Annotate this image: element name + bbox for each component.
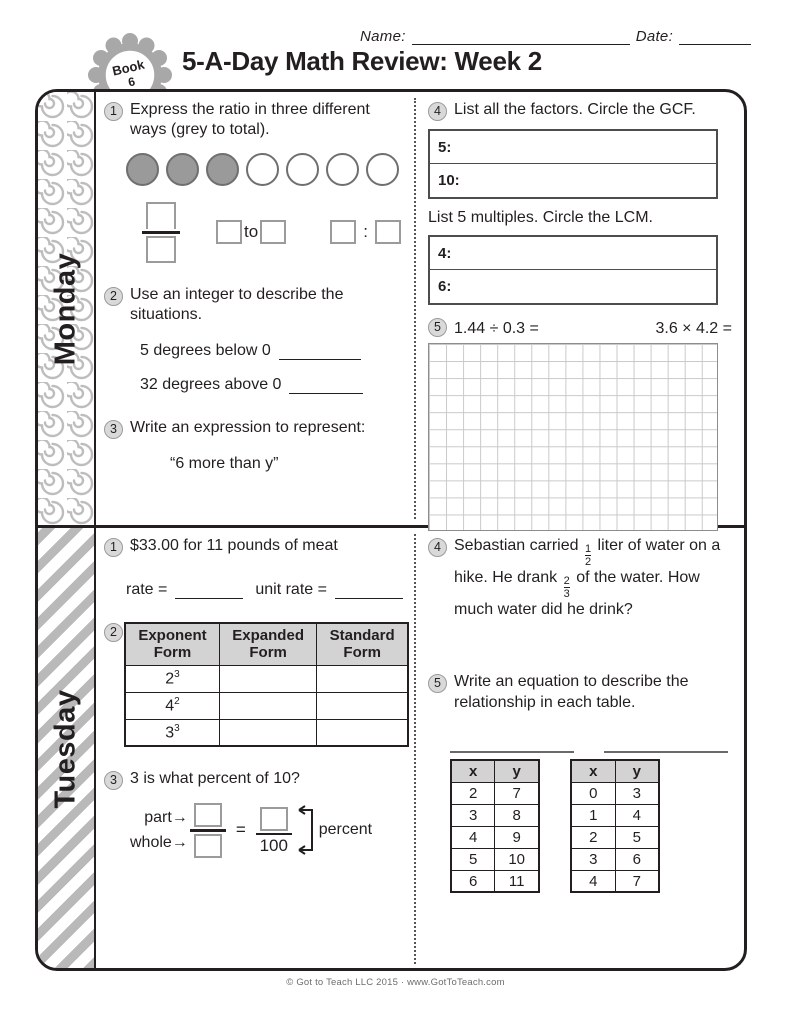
column-header-y: y bbox=[495, 760, 539, 782]
percent-side-labels bbox=[130, 810, 188, 851]
y-cell: 7 bbox=[495, 782, 539, 804]
day-body-tuesday bbox=[96, 528, 744, 970]
exponent-cell bbox=[125, 665, 219, 692]
fraction-denominator: 3 bbox=[563, 588, 570, 600]
xy-table-1 bbox=[450, 759, 540, 893]
question-t4 bbox=[428, 536, 734, 620]
name-date-fields bbox=[360, 28, 751, 45]
rate-answer-line bbox=[126, 581, 408, 599]
standard-form-cell[interactable] bbox=[317, 665, 408, 692]
question-text-t3: 3 is what percent of 10? bbox=[130, 770, 300, 787]
question-m3 bbox=[104, 418, 408, 439]
day-body-monday bbox=[96, 92, 744, 525]
x-cell: 3 bbox=[571, 848, 615, 870]
question-m5 bbox=[428, 316, 734, 338]
name-label: Name: bbox=[360, 28, 406, 45]
expression-phrase: “6 more than y” bbox=[170, 454, 279, 472]
y-cell: 6 bbox=[615, 848, 659, 870]
expanded-form-cell[interactable] bbox=[219, 719, 316, 746]
percent-numerator-box[interactable] bbox=[260, 807, 288, 831]
tuesday-right-column bbox=[414, 528, 744, 970]
integer-answer-2[interactable] bbox=[289, 380, 363, 394]
table-row bbox=[571, 782, 659, 804]
table-row bbox=[571, 848, 659, 870]
ratio-fraction-answer bbox=[142, 202, 180, 263]
question-text-m4: List all the factors. Circle the GCF. bbox=[454, 101, 696, 118]
multiplication-equation: 3.6 × 4.2 = bbox=[655, 320, 732, 337]
fraction-bar bbox=[256, 833, 292, 836]
y-cell: 10 bbox=[495, 848, 539, 870]
division-equation: 1.44 ÷ 0.3 = bbox=[454, 320, 539, 337]
question-t5 bbox=[428, 672, 734, 713]
brace-arrows-icon bbox=[296, 804, 318, 856]
x-cell: 4 bbox=[571, 870, 615, 892]
rate-label: rate = bbox=[126, 581, 168, 598]
question-number-t1: 1 bbox=[104, 538, 123, 557]
xy-table-2 bbox=[570, 759, 660, 893]
multiples-prompt: List 5 multiples. Circle the LCM. bbox=[428, 209, 653, 226]
ratio-denominator-box[interactable] bbox=[146, 236, 176, 263]
page-title: 5-A-Day Math Review: Week 2 bbox=[182, 46, 542, 76]
whole-box[interactable] bbox=[194, 834, 222, 858]
day-strip-tuesday bbox=[38, 528, 96, 970]
exponent-cell bbox=[125, 719, 219, 746]
rate-answer-blank[interactable] bbox=[175, 585, 243, 599]
table-row bbox=[571, 870, 659, 892]
ratio-to-label: to bbox=[244, 222, 259, 242]
equation-blank-2[interactable] bbox=[604, 741, 728, 753]
worksheet-board bbox=[35, 89, 747, 971]
equation-answer-blanks bbox=[450, 741, 734, 753]
ratio-circle-grey bbox=[166, 153, 199, 186]
x-cell: 2 bbox=[451, 782, 495, 804]
part-label: part→ bbox=[144, 808, 188, 826]
exponent-power: 2 bbox=[174, 695, 180, 707]
question-text-t5: Write an equation to describe the relationship in each table. bbox=[454, 673, 689, 711]
y-cell: 9 bbox=[495, 826, 539, 848]
tuesday-left-column bbox=[96, 528, 414, 970]
multiple-row-label: 4: bbox=[438, 244, 452, 262]
column-header-standard-form: Standard Form bbox=[317, 623, 408, 665]
table-row bbox=[125, 692, 408, 719]
standard-form-cell[interactable] bbox=[317, 719, 408, 746]
monday-right-column bbox=[414, 92, 744, 525]
integer-text-1: 5 degrees below 0 bbox=[140, 341, 271, 359]
integer-line-1 bbox=[140, 342, 408, 360]
ratio-to-box-1[interactable] bbox=[216, 220, 242, 244]
fraction-one-half bbox=[585, 544, 591, 568]
table-row bbox=[451, 804, 539, 826]
exponent-cell bbox=[125, 692, 219, 719]
ratio-circle-white bbox=[366, 153, 399, 186]
percent-brace bbox=[296, 804, 318, 856]
word-problem-part-a: Sebastian carried bbox=[454, 537, 579, 554]
table-row bbox=[451, 870, 539, 892]
equation-blank-1[interactable] bbox=[450, 741, 574, 753]
integer-answer-1[interactable] bbox=[279, 346, 361, 360]
fraction-two-thirds bbox=[564, 576, 570, 600]
question-text-m2: Use an integer to describe the situations. bbox=[130, 285, 344, 324]
factors-table bbox=[428, 129, 718, 199]
expanded-form-cell[interactable] bbox=[219, 692, 316, 719]
math-work-grid[interactable] bbox=[428, 343, 718, 531]
hundred-label: 100 bbox=[259, 836, 288, 855]
x-cell: 5 bbox=[451, 848, 495, 870]
word-problem-part-b: liter of water on a hike. He drank bbox=[454, 537, 721, 586]
column-header-expanded-form: Expanded Form bbox=[219, 623, 316, 665]
factor-row[interactable] bbox=[430, 131, 716, 164]
exponent-power: 3 bbox=[174, 722, 180, 734]
x-cell: 1 bbox=[571, 804, 615, 826]
decimal-equations-row bbox=[454, 320, 734, 338]
ratio-colon-box-2[interactable] bbox=[375, 220, 401, 244]
date-label: Date: bbox=[635, 28, 674, 45]
x-cell: 3 bbox=[451, 804, 495, 826]
factor-row-label: 10: bbox=[438, 172, 460, 189]
x-cell: 6 bbox=[451, 870, 495, 892]
fraction-bar bbox=[142, 231, 180, 234]
question-text-t1: $33.00 for 11 pounds of meat bbox=[130, 537, 338, 554]
y-cell: 4 bbox=[615, 804, 659, 826]
unit-rate-label: unit rate = bbox=[255, 581, 327, 598]
fraction-denominator: 2 bbox=[584, 556, 592, 568]
page-header bbox=[0, 0, 791, 92]
y-cell: 5 bbox=[615, 826, 659, 848]
table-row bbox=[125, 665, 408, 692]
monday-left-column bbox=[96, 92, 414, 525]
table-row bbox=[451, 826, 539, 848]
column-header-exponent-form: Exponent Form bbox=[125, 623, 219, 665]
table-header-row bbox=[571, 760, 659, 782]
fraction-bar bbox=[190, 829, 226, 832]
multiple-row-label: 6: bbox=[438, 278, 452, 295]
ratio-colon-box-1[interactable] bbox=[330, 220, 356, 244]
x-cell: 2 bbox=[571, 826, 615, 848]
question-text-m3: Write an expression to represent: bbox=[130, 418, 366, 436]
column-header-y: y bbox=[615, 760, 659, 782]
integer-line-2 bbox=[140, 376, 408, 394]
question-number-m3: 3 bbox=[104, 420, 123, 439]
y-cell: 7 bbox=[615, 870, 659, 892]
question-text-m1: Express the ratio in three different ways (grey to total). bbox=[130, 101, 370, 139]
day-label-tuesday: Tuesday bbox=[49, 689, 82, 809]
day-section-monday bbox=[38, 92, 744, 528]
exponent-power: 3 bbox=[174, 668, 180, 680]
question-number-t5: 5 bbox=[428, 674, 447, 693]
question-m2 bbox=[104, 285, 408, 326]
question-m1 bbox=[104, 100, 408, 141]
question-number-t2: 2 bbox=[104, 623, 123, 642]
ratio-to-box-2[interactable] bbox=[260, 220, 286, 244]
question-number-m5: 5 bbox=[428, 318, 447, 337]
y-cell: 3 bbox=[615, 782, 659, 804]
factor-row[interactable] bbox=[430, 164, 716, 197]
ratio-circles bbox=[126, 153, 408, 186]
question-number-m4: 4 bbox=[428, 102, 447, 121]
question-number-m2: 2 bbox=[104, 287, 123, 306]
standard-form-cell[interactable] bbox=[317, 692, 408, 719]
fraction-numerator: 1 bbox=[584, 543, 592, 555]
table-header-row bbox=[125, 623, 408, 665]
question-m4 bbox=[428, 100, 734, 121]
xy-tables-wrap bbox=[450, 759, 734, 893]
part-box[interactable] bbox=[194, 803, 222, 827]
percent-left-fraction bbox=[190, 803, 226, 858]
word-problem-part-c: of the water. How much water did he drink? bbox=[454, 569, 700, 618]
question-number-t3: 3 bbox=[104, 771, 123, 790]
book-badge-line1: Book bbox=[110, 56, 146, 79]
y-cell: 8 bbox=[495, 804, 539, 826]
expanded-form-cell[interactable] bbox=[219, 665, 316, 692]
exponent-base: 4 bbox=[165, 697, 175, 715]
whole-label: whole→ bbox=[130, 833, 188, 851]
table-row bbox=[125, 719, 408, 746]
ratio-circle-white bbox=[246, 153, 279, 186]
book-badge-line2: 6 bbox=[126, 73, 137, 89]
percent-proportion-diagram bbox=[130, 803, 408, 858]
question-t3 bbox=[104, 769, 408, 790]
y-cell: 11 bbox=[495, 870, 539, 892]
ratio-circle-grey bbox=[126, 153, 159, 186]
page-footer: © Got to Teach LLC 2015 · www.GotToTeach.com bbox=[286, 977, 505, 988]
exponent-table bbox=[124, 622, 409, 747]
multiple-row[interactable] bbox=[430, 270, 716, 303]
percent-right-fraction bbox=[256, 807, 292, 855]
question-text-t4 bbox=[454, 536, 734, 620]
multiple-row[interactable] bbox=[430, 237, 716, 270]
name-input-line[interactable] bbox=[412, 32, 630, 45]
x-cell: 4 bbox=[451, 826, 495, 848]
question-number-m1: 1 bbox=[104, 102, 123, 121]
integer-text-2: 32 degrees above 0 bbox=[140, 375, 282, 393]
question-number-t4: 4 bbox=[428, 538, 447, 557]
table-row bbox=[571, 804, 659, 826]
table-row bbox=[451, 848, 539, 870]
ratio-circle-grey bbox=[206, 153, 239, 186]
column-header-x: x bbox=[451, 760, 495, 782]
ratio-numerator-box[interactable] bbox=[146, 202, 176, 229]
column-header-x: x bbox=[571, 760, 615, 782]
multiples-table bbox=[428, 235, 718, 305]
day-section-tuesday bbox=[38, 528, 744, 970]
day-label-monday: Monday bbox=[49, 252, 82, 365]
percent-label: percent bbox=[318, 821, 373, 839]
table-row bbox=[451, 782, 539, 804]
question-t1 bbox=[104, 536, 408, 557]
date-input-line[interactable] bbox=[679, 32, 751, 45]
x-cell: 0 bbox=[571, 782, 615, 804]
exponent-base: 3 bbox=[165, 723, 175, 741]
day-strip-monday bbox=[38, 92, 96, 525]
unit-rate-answer-blank[interactable] bbox=[335, 585, 403, 599]
ratio-circle-white bbox=[286, 153, 319, 186]
table-header-row bbox=[451, 760, 539, 782]
equals-sign: = bbox=[235, 820, 246, 840]
exponent-base: 2 bbox=[165, 670, 175, 688]
ratio-circle-white bbox=[326, 153, 359, 186]
table-row bbox=[571, 826, 659, 848]
ratio-colon-label: : bbox=[363, 222, 368, 242]
fraction-numerator: 2 bbox=[563, 575, 570, 587]
ratio-answer-row bbox=[142, 202, 408, 263]
factor-row-label: 5: bbox=[438, 138, 452, 156]
